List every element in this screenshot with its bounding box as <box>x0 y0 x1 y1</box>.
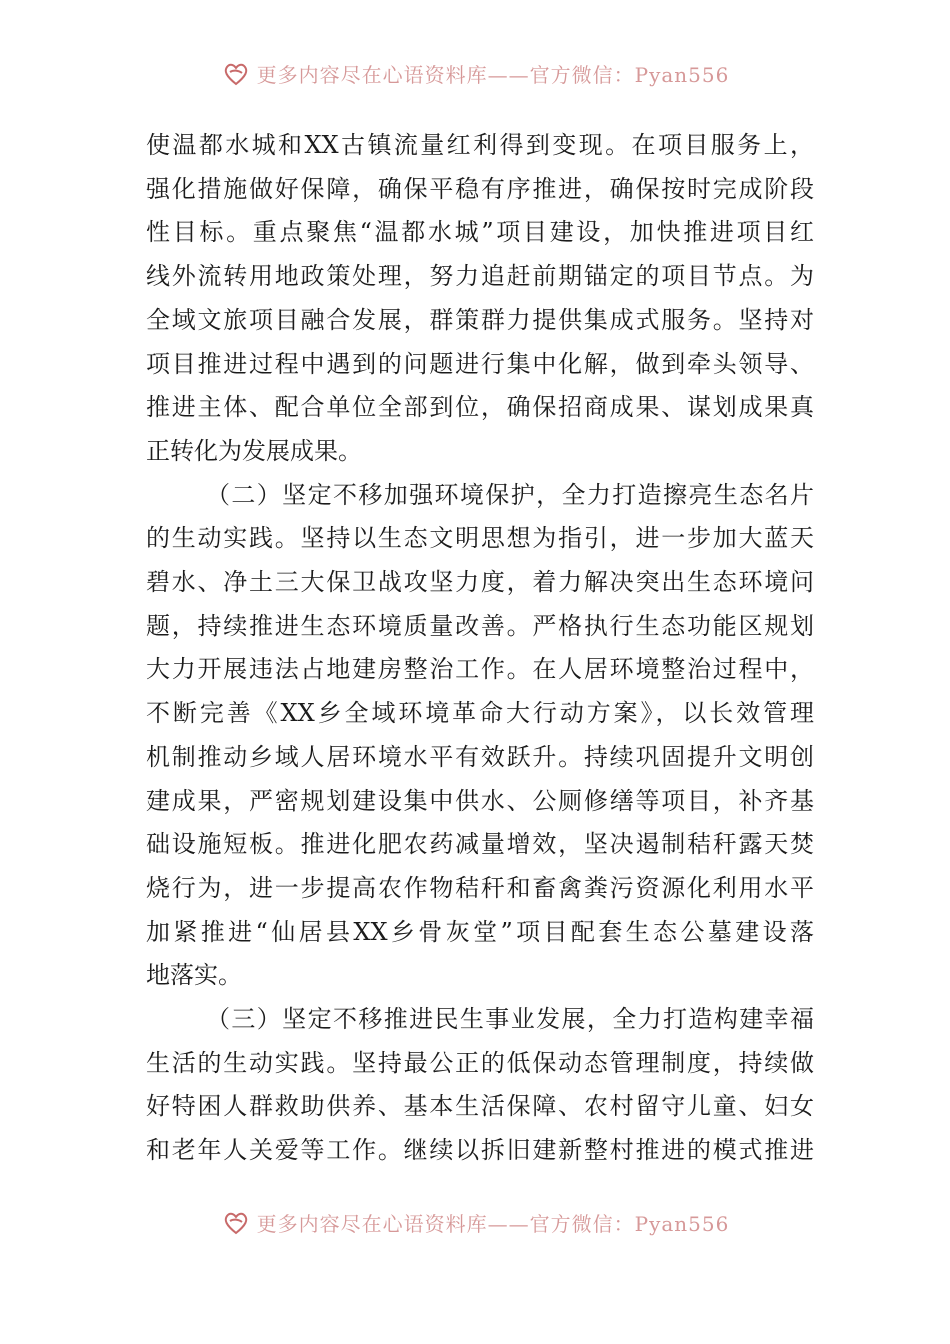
paragraph-line: 好特困人群救助供养、基本生活保障、农村留守儿童、妇女 <box>146 1092 814 1121</box>
document-body <box>146 124 814 1173</box>
paragraph-line: 性目标。重点聚焦“温都水城”项目建设，加快推进项目红 <box>146 218 814 247</box>
paragraph-line: 正转化为发展成果。 <box>146 436 362 465</box>
paragraph-line: 和老年人关爱等工作。继续以拆旧建新整村推进的模式推进 <box>146 1136 814 1165</box>
paragraph-line: 烧行为，进一步提高农作物秸秆和畜禽粪污资源化利用水平 <box>146 873 814 902</box>
paragraph-line: （二）坚定不移加强环境保护，全力打造擦亮生态名片 <box>206 480 814 509</box>
paragraph-line: 建成果，严密规划建设集中供水、公厕修缮等项目，补齐基 <box>146 786 814 815</box>
paragraph-line: 项目推进过程中遇到的问题进行集中化解，做到牵头领导、 <box>146 349 814 378</box>
paragraph-line: （三）坚定不移推进民生事业发展，全力打造构建幸福 <box>206 1005 814 1034</box>
paragraph-line: 使温都水城和XX古镇流量红利得到变现。在项目服务上， <box>146 131 814 159</box>
paragraph-line: 推进主体、配合单位全部到位，确保招商成果、谋划成果真 <box>146 393 814 422</box>
heart-logo-icon <box>221 1207 251 1237</box>
paragraph-3 <box>146 998 814 1173</box>
paragraph-line: 的生动实践。坚持以生态文明思想为指引，进一步加大蓝天 <box>146 524 814 553</box>
paragraph-line: 地落实。 <box>146 961 242 990</box>
paragraph-line: 大力开展违法占地建房整治工作。在人居环境整治过程中， <box>146 655 814 684</box>
paragraph-line: 础设施短板。推进化肥农药减量增效，坚决遏制秸秆露天焚 <box>146 830 814 859</box>
paragraph-line: 不断完善《XX乡全域环境革命大行动方案》，以长效管理 <box>146 699 814 728</box>
paragraph-2 <box>146 474 814 998</box>
paragraph-1 <box>146 124 814 474</box>
paragraph-line: 机制推动乡域人居环境水平有效跃升。持续巩固提升文明创 <box>146 742 814 771</box>
footer-watermark-text: 更多内容尽在心语资料库——官方微信：Pyan556 <box>256 1211 730 1236</box>
heart-logo-icon <box>221 58 251 88</box>
paragraph-line: 题，持续推进生态环境质量改善。严格执行生态功能区规划 <box>146 611 814 640</box>
header-watermark-text: 更多内容尽在心语资料库——官方微信：Pyan556 <box>256 62 730 87</box>
paragraph-line: 强化措施做好保障，确保平稳有序推进，确保按时完成阶段 <box>146 174 814 203</box>
paragraph-line: 线外流转用地政策处理，努力追赶前期锚定的项目节点。为 <box>146 262 814 291</box>
paragraph-line: 全域文旅项目融合发展，群策群力提供集成式服务。坚持对 <box>146 305 814 334</box>
paragraph-line: 碧水、净土三大保卫战攻坚力度，着力解决突出生态环境问 <box>146 568 814 597</box>
paragraph-line: 生活的生动实践。坚持最公正的低保动态管理制度，持续做 <box>146 1048 814 1077</box>
paragraph-line: 加紧推进“仙居县XX乡骨灰堂”项目配套生态公墓建设落 <box>146 917 814 946</box>
header-watermark <box>0 58 950 88</box>
footer-watermark <box>0 1207 950 1237</box>
